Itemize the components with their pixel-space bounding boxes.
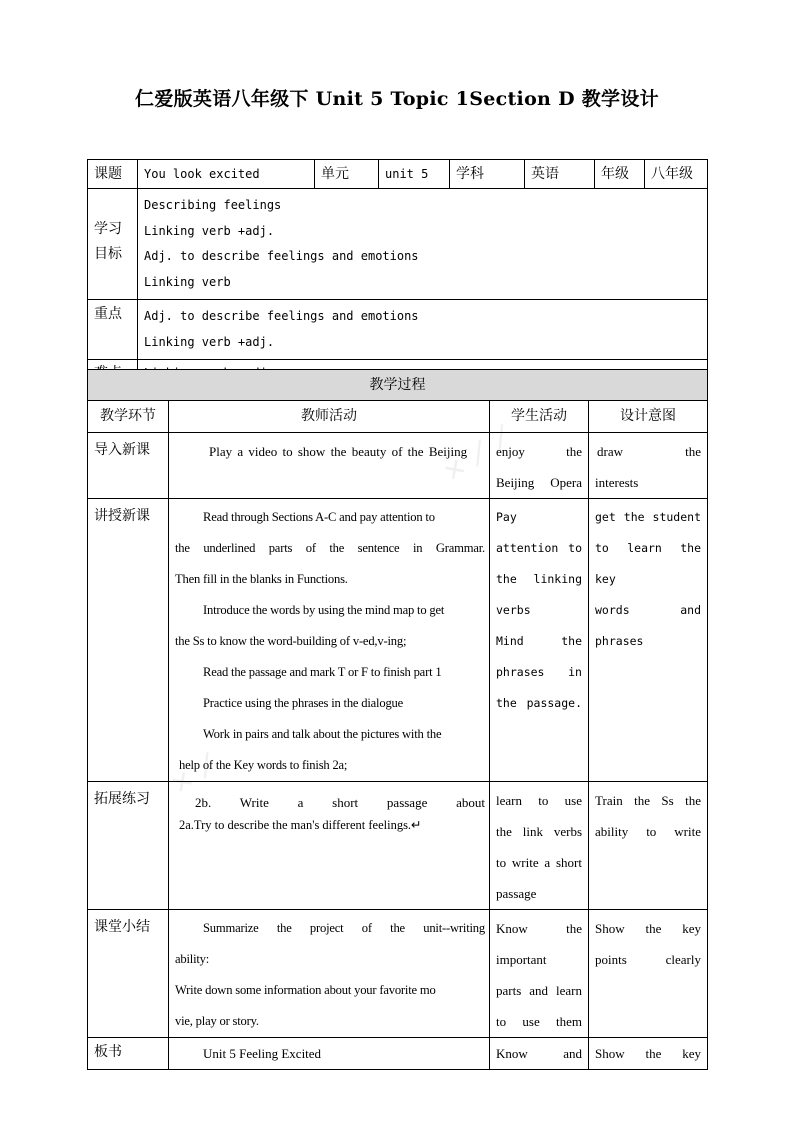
topic-label: 课题 bbox=[88, 160, 138, 189]
stage-cell: 课堂小结 bbox=[88, 910, 169, 1038]
student-cell: learn to use the link verbs to write a short passage bbox=[490, 782, 589, 910]
column-header-student: 学生活动 bbox=[490, 401, 589, 433]
intent-cell: Show the key bbox=[589, 1038, 708, 1070]
watermark: ✕ ⟋ ⟋ bbox=[438, 420, 518, 490]
table-row bbox=[88, 910, 708, 1038]
teacher-cell: Play a video to show the beauty of the Beijing bbox=[169, 433, 490, 499]
teacher-cell: Summarize the project of the unit--writing ability: Write down some information about your favorite mo vie, play or story. bbox=[169, 910, 490, 1038]
column-header-teacher: 教师活动 bbox=[169, 401, 490, 433]
objective-item: Linking verb bbox=[144, 274, 231, 289]
student-cell: Know the important parts and learn to use them bbox=[490, 910, 589, 1038]
student-cell: enjoy the Beijing Opera bbox=[490, 433, 589, 499]
intent-cell: Show the key points clearly bbox=[589, 910, 708, 1038]
student-cell: Know and bbox=[490, 1038, 589, 1070]
subject-label: 学科 bbox=[450, 160, 525, 189]
grade-value: 八年级 bbox=[645, 160, 708, 189]
teacher-cell: Read through Sections A-C and pay attention to the underlined parts of the sentence in Grammar. Then fill in the blanks in Functions. Introduce the words by using the mind map to get the Ss to know the word-building of v-ed,v-ing; Read the passage and mark T or F to finish part 1 Practice using the phrases in the dialogue Work in pairs and talk about the pictures with the help of the Key words to finish 2a; bbox=[169, 499, 490, 782]
subject-value: 英语 bbox=[525, 160, 595, 189]
stage-cell: 导入新课 bbox=[88, 433, 169, 499]
column-header-stage: 教学环节 bbox=[88, 401, 169, 433]
table-row bbox=[88, 782, 708, 910]
watermark: ✕ ⟋ bbox=[165, 748, 223, 802]
student-cell: Pay attention to the linking verbs Mind the phrases in the passage. bbox=[490, 499, 589, 782]
unit-label: 单元 bbox=[315, 160, 379, 189]
teacher-cell: Unit 5 Feeling Excited bbox=[169, 1038, 490, 1070]
stage-cell: 讲授新课 bbox=[88, 499, 169, 782]
page-title: 仁爱版英语八年级下 Unit 5 Topic 1Section D 教学设计 bbox=[135, 88, 659, 110]
objectives-list bbox=[138, 189, 708, 300]
teacher-cell: 2b. Write a short passage about 2a.Try to describe the man's different feelings.↵ bbox=[169, 782, 490, 910]
intent-cell: draw the interests bbox=[589, 433, 708, 499]
grade-label: 年级 bbox=[595, 160, 645, 189]
intent-cell: Train the Ss the ability to write bbox=[589, 782, 708, 910]
objective-item: Describing feelings bbox=[144, 198, 282, 212]
table-row bbox=[88, 499, 708, 782]
stage-cell: 板书 bbox=[88, 1038, 169, 1070]
unit-value: unit 5 bbox=[379, 160, 450, 189]
objectives-label: 学习 目标 bbox=[88, 189, 138, 300]
objective-item: Linking verb +adj. bbox=[144, 223, 275, 238]
objective-item: Adj. to describe feelings and emotions bbox=[144, 249, 419, 263]
process-table bbox=[87, 369, 708, 1070]
topic-value: You look excited bbox=[138, 160, 315, 189]
table-row bbox=[88, 433, 708, 499]
stage-cell: 拓展练习 bbox=[88, 782, 169, 910]
info-table bbox=[87, 159, 708, 387]
key-point-item: Linking verb +adj. bbox=[144, 334, 275, 349]
column-header-intent: 设计意图 bbox=[589, 401, 708, 433]
table-row bbox=[88, 1038, 708, 1070]
key-label: 重点 bbox=[88, 300, 138, 360]
process-header: 教学过程 bbox=[88, 370, 708, 401]
key-point-item: Adj. to describe feelings and emotions bbox=[144, 309, 419, 323]
intent-cell: get the student to learn the key words and phrases bbox=[589, 499, 708, 782]
key-points bbox=[138, 300, 708, 360]
